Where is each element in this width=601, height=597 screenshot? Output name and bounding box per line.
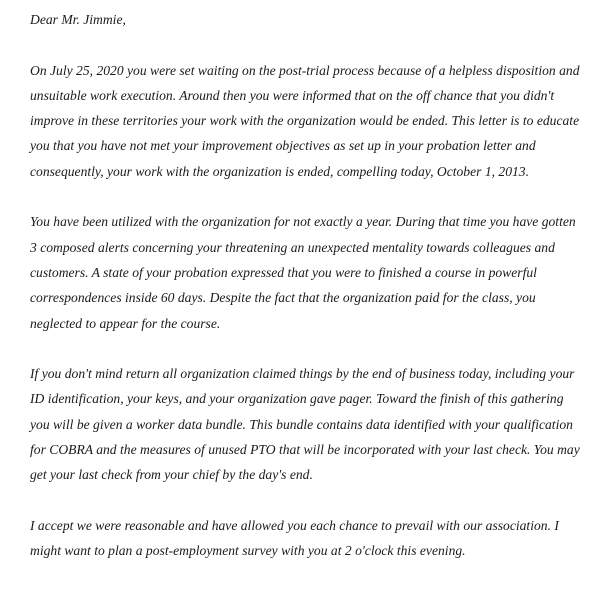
paragraph-employment-history: You have been utilized with the organization for not exactly a year. During that time you have gotten 3 composed alerts concerning your threatening an unexpected mentality towards colleagues and customers. A state of your probation expressed that you were to finished a course in powerful correspondences inside 60 days. Despite the fact that the organization paid for the class, you neglected to appear for the course. xyxy=(30,214,576,331)
paragraph-probation-notice: On July 25, 2020 you were set waiting on the post-trial process because of a helpless disposition and unsuitable work execution. Around then you were informed that on the off chance that you didn't improve in these territories your work with the organization would be ended. This letter is to educate you that you have not met your improvement objectives as set up in your probation letter and consequently, your work with the organization is ended, compelling today, October 1, 2013. xyxy=(30,62,580,179)
letter-greeting: Dear Mr. Jimmie, xyxy=(30,12,126,27)
paragraph-return-property: If you don't mind return all organization claimed things by the end of business today, including your ID identification, your keys, and your organization gave pager. Toward the finish of this gathering you will be given a worker data bundle. This bundle contains data identified with your qualification for COBRA and the measures of unused PTO that will be incorporated with your last check. You may get your last check from your chief by the day's end. xyxy=(30,366,580,483)
paragraph-closing: I accept we were reasonable and have allowed you each chance to prevail with our association. I might want to plan a post-employment survey with you at 2 o'clock this evening. xyxy=(30,517,559,559)
letter-body xyxy=(30,7,582,589)
